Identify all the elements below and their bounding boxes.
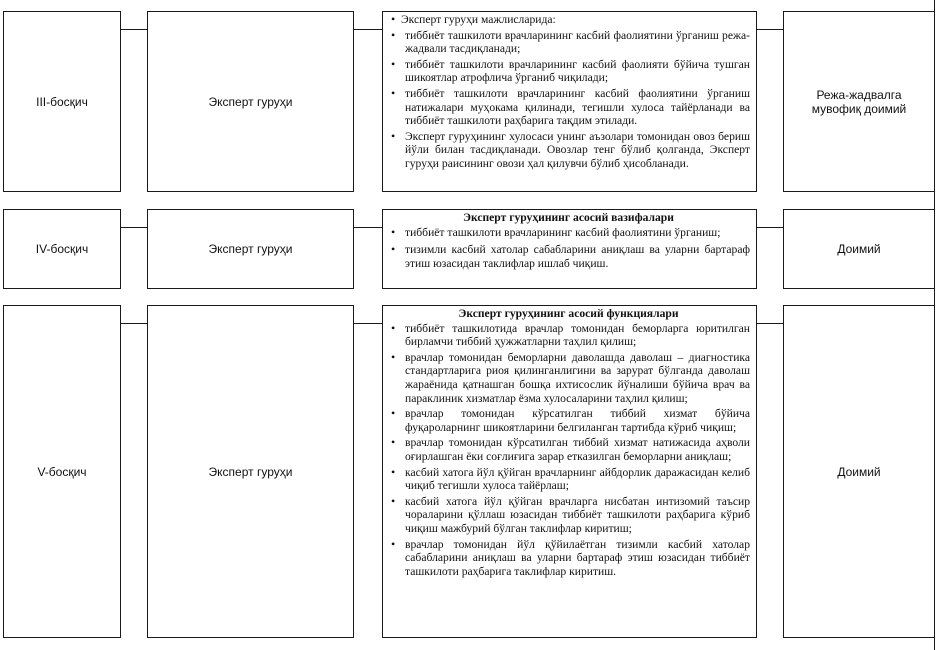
list-item: • касбий хатога йўл қўйган врачларга нисбатан интизомий таъсир чораларини қўллаш юзасидан тиббиёт ташкилоти раҳбарига кўриб чиқиш мажбурий бўлган таклифлар киритиш; bbox=[387, 495, 750, 536]
list-item: • врачлар томонидан кўрсатилган тиббий хизмат натижасида аҳволи оғирлашган ёки соғлиғига зарар етказилган беморларни аниқлаш; bbox=[387, 436, 750, 463]
timing-label: Доимий bbox=[837, 242, 881, 256]
list-item: • тиббиёт ташкилоти врачларининг касбий фаолиятини ўрганиш режа-жадвали тасдиқланади; bbox=[387, 29, 750, 56]
description-box-4 bbox=[382, 209, 757, 289]
connector bbox=[354, 323, 382, 324]
list-item: • тиббиёт ташкилотида врачлар томонидан беморларга юритилган бирламчи тиббий ҳужжатларни таҳлил қилиш; bbox=[387, 322, 750, 349]
list-item: • тиббиёт ташкилоти врачларининг касбий фаолиятини ўрганиш; bbox=[387, 226, 750, 240]
timing-label: Режа-жадвалга мувофиқ доимий bbox=[811, 87, 907, 116]
timing-label: Доимий bbox=[837, 464, 881, 479]
description-heading: Эксперт гуруҳининг асосий функциялари bbox=[458, 307, 679, 320]
list-item: • тиббиёт ташкилоти врачларининг касбий фаолияти бўйича тушган шикоятлар атрофлича ўрганиб чиқилади; bbox=[387, 58, 750, 85]
actor-label: Эксперт гуруҳи bbox=[208, 464, 293, 479]
actor-box-5 bbox=[147, 305, 354, 638]
list-item: • Эксперт гуруҳининг хулосаси унинг аъзолари томонидан овоз бериш йўли билан тасдиқланади. Овозлар тенг бўлиб қолганда, Эксперт гуруҳи раисининг овози ҳал қилувчи бўлиб ҳисобланади. bbox=[387, 130, 750, 171]
description-box-5 bbox=[382, 305, 757, 638]
description-list bbox=[387, 322, 750, 579]
list-item: • врачлар томонидан кўрсатилган тиббий хизмат бўйича фуқароларнинг шикоятларини белгиланган тартибда кўриб чиқиш; bbox=[387, 407, 750, 434]
list-item: • врачлар томонидан йўл қўйилаётган тизимли касбий хатолар сабабларини аниқлаш ва уларни бартараф этиш юзасидан тиббиёт ташкилоти раҳбарига таклифлар киритиш. bbox=[387, 538, 750, 579]
connector bbox=[757, 29, 783, 30]
list-item: • тизимли касбий хатолар сабабларини аниқлаш ва уларни бартараф этиш юзасидан таклифлар ишлаб чиқиш. bbox=[387, 243, 750, 270]
connector bbox=[121, 323, 147, 324]
connector bbox=[121, 227, 147, 228]
list-item: • врачлар томонидан беморларни даволашда даволаш – диагностика стандартларига риоя қилинганлигини ва зарурат бўлганда даволаш жараёнида қатнашган бошқа ихтисослик йўналиши бўйича врач ва параклиник хизматлар ёзма хулосаларини таҳлил қилиш; bbox=[387, 351, 750, 405]
timing-box-4 bbox=[783, 209, 935, 289]
stage-box-5 bbox=[3, 305, 121, 638]
description-list bbox=[387, 13, 750, 171]
description-heading: Эксперт гуруҳининг асосий вазифалари bbox=[463, 211, 674, 224]
actor-label: Эксперт гуруҳи bbox=[208, 242, 293, 256]
actor-label: Эксперт гуруҳи bbox=[208, 94, 293, 109]
stage-label: III-босқич bbox=[36, 94, 88, 109]
connector bbox=[757, 227, 783, 228]
stage-box-4 bbox=[3, 209, 121, 289]
connector bbox=[757, 323, 783, 324]
actor-box-3 bbox=[147, 11, 354, 192]
connector bbox=[354, 29, 382, 30]
stage-box-3 bbox=[3, 11, 121, 192]
description-list bbox=[387, 226, 750, 271]
description-box-3 bbox=[382, 11, 757, 192]
stage-label: V-босқич bbox=[37, 464, 87, 479]
list-item: • тиббиёт ташкилоти врачларининг касбий фаолиятини ўрганиш натижалари муҳокама қилинади, тегишли хулоса тайёрланади ва тиббиёт ташкилоти раҳбарига тақдим этилади. bbox=[387, 87, 750, 128]
actor-box-4 bbox=[147, 209, 354, 289]
stage-label: IV-босқич bbox=[35, 242, 89, 256]
list-item: • Эксперт гуруҳи мажлисларида: bbox=[387, 13, 750, 27]
timing-box-5 bbox=[783, 305, 935, 638]
connector bbox=[121, 29, 147, 30]
connector bbox=[354, 227, 382, 228]
timing-box-3 bbox=[783, 11, 935, 192]
list-item: • касбий хатога йўл қўйган врачларнинг айбдорлик даражасидан келиб чиқиб тегишли хулоса тайёрлаш; bbox=[387, 466, 750, 493]
